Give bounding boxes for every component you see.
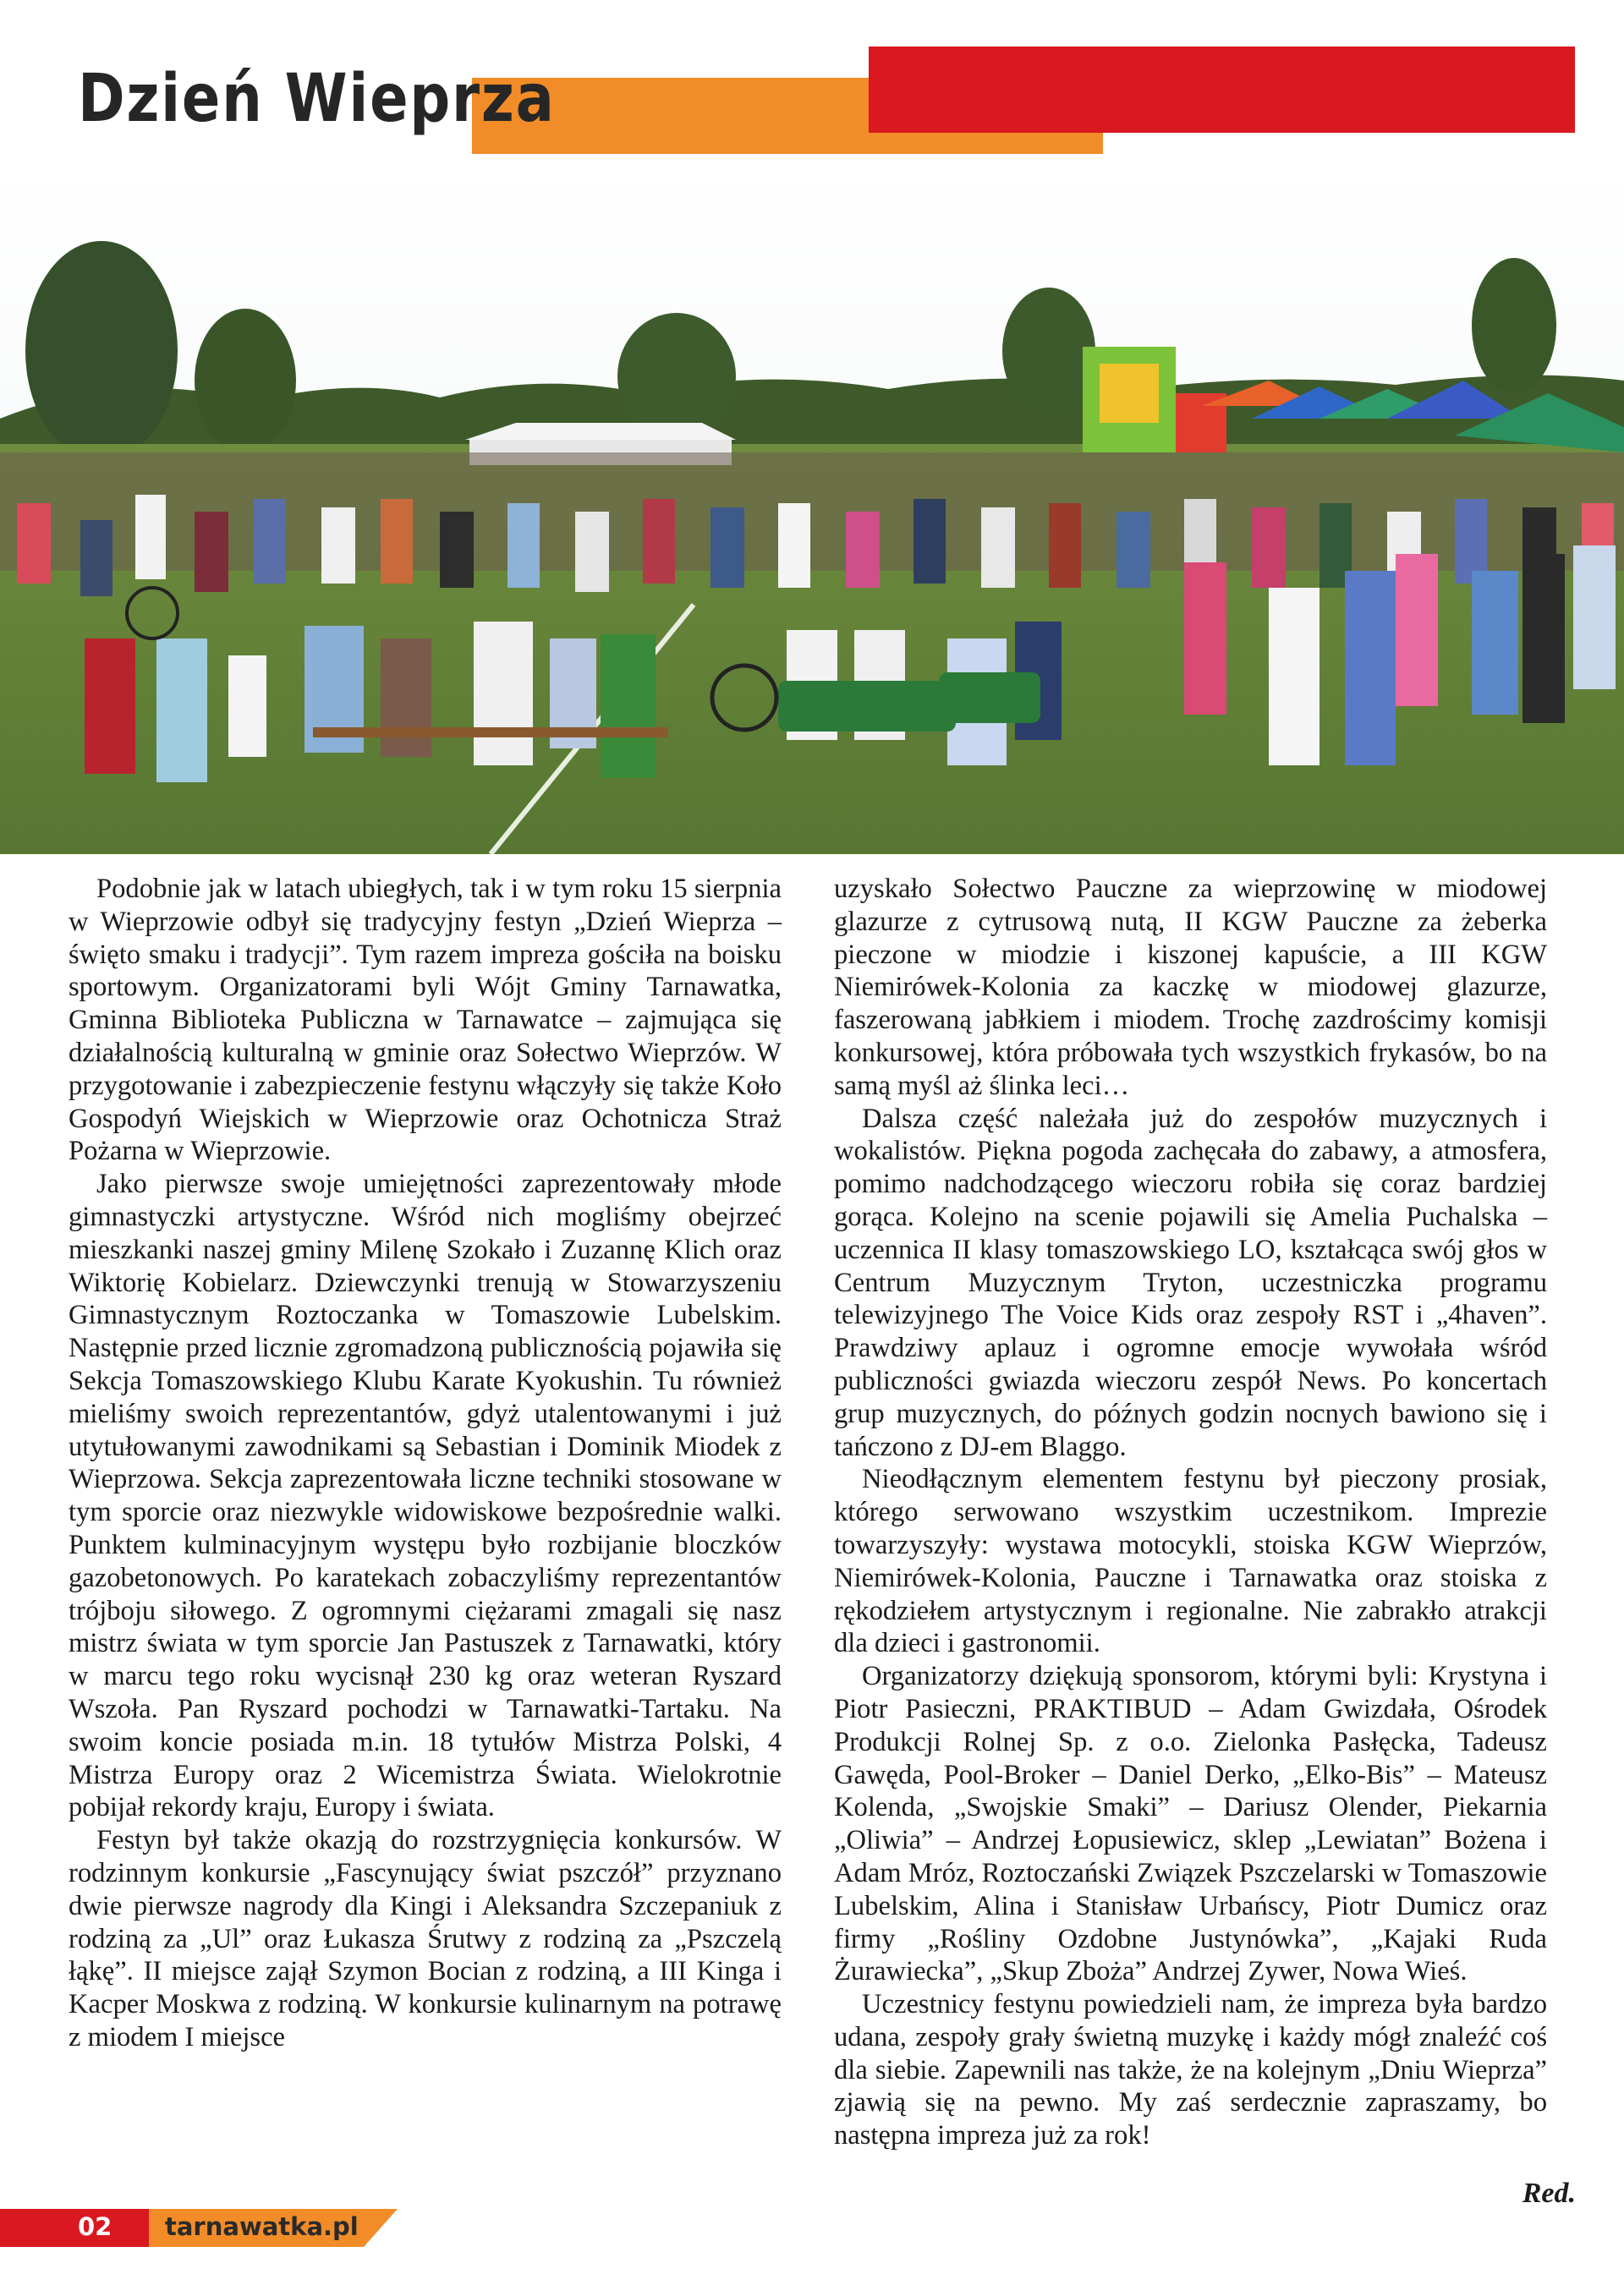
header-red-bar bbox=[869, 47, 1575, 133]
article-paragraph: Podobnie jak w latach ubiegłych, tak i w tym roku 15 sierpnia w Wieprzowie odbył się tradycyjny festyn „Dzień Wieprza – święto smaku i tradycji”. Tym razem impreza gościła na boisku sportowym. Organizatorami byli Wójt Gminy Tarnawatka, Gminna Biblioteka Publiczna w Tarnawatce – zajmująca się działalnością kulturalną w gminie oraz Sołectwo Wieprzów. W przygotowanie i zabezpieczenie festynu włączyły się także Koło Gospodyń Wiejskich w Wieprzowie oraz Ochotnicza Straż Pożarna w Wieprzowie. bbox=[69, 874, 782, 1167]
festival-crowd-photo bbox=[0, 165, 1624, 854]
page-number: 02 bbox=[78, 2212, 112, 2241]
article-left-column bbox=[69, 873, 782, 2054]
article-paragraph: uzyskało Sołectwo Pauczne za wieprzowinę w miodowej glazurze z cytrusową nutą, II KGW Pauczne za żeberka pieczone w miodzie i kiszonej kapuście, a III KGW Niemirówek-Kolonia za kaczkę w miodowej glazurze, faszerowaną jabłkiem i miodem. Trochę zazdrościmy komisji konkursowej, która próbowała tych wszystkich frykasów, bo na samą myśl aż ślinka leci… bbox=[834, 874, 1547, 1101]
article-paragraph: Organizatorzy dziękują sponsorom, którymi byli: Krystyna i Piotr Pasieczni, PRAKTIBUD – Adam Gwizdała, Ośrodek Produkcji Rolnej Sp. z o.o. Zielonka Pasłęcka, Tadeusz Gawęda, Pool-Broker – Daniel Derko, „Elko-Bis” – Mateusz Kolenda, „Swojskie Smaki” – Dariusz Olender, Piekarnia „Oliwia” – Andrzej Łopusiewicz, sklep „Lewiatan” Bożena i Adam Mróz, Roztoczański Związek Pszczelarski w Tomaszowie Lubelskim, Alina i Stanisław Urbańscy, Piotr Dumicz oraz firmy „Rośliny Ozdobne Justynówka”, „Kajaki Ruda Żurawiecka”, „Skup Zboża” Andrzej Zywer, Nowa Wieś. bbox=[834, 1661, 1547, 1987]
page-title: Dzień Wieprza bbox=[78, 61, 556, 137]
article-paragraph: Jako pierwsze swoje umiejętności zaprezentowały młode gimnastyczki artystyczne. Wśród nich mogliśmy obejrzeć mieszkanki naszej gminy Milenę Szokało i Zuzannę Klich oraz Wiktorię Kobielarz. Dziewczynki trenują w Stowarzyszeniu Gimnastycznym Roztoczanka w Tomaszowie Lubelskim. Następnie przed licznie zgromadzoną publicznością pojawiła się Sekcja Tomaszowskiego Klubu Karate Kyokushin. Tu również mieliśmy swoich reprezentantów, gdyż utalentowanymi i już utytułowanymi zawodnikami są Sebastian i Dominik Miodek z Wieprzowa. Sekcja zaprezentowała liczne techniki stosowane w tym sporcie oraz niezwykle widowiskowe bezpośrednie walki. Punktem kulminacyjnym występu było rozbijanie bloczków gazobetonowych. Po karatekach zobaczyliśmy reprezentantów trójboju siłowego. Z ogromnymi ciężarami zmagali się nasz mistrz świata w tym sporcie Jan Pastuszek z Tarnawatki, który w marcu tego roku wycisnął 230 kg oraz weteran Ryszard Wszoła. Pan Ryszard pochodzi w Tarnawatki-Tartaku. Na swoim koncie posiada m.in. 18 tytułów Mistrza Polski, 4 Mistrza Europy oraz 2 Wicemistrza Świata. Wielokrotnie pobijał rekordy kraju, Europy i świata. bbox=[69, 1169, 782, 1823]
article-paragraph: Nieodłącznym elementem festynu był pieczony prosiak, którego serwowano wszystkim uczestnikom. Imprezie towarzyszyły: wystawa motocykli, stoiska KGW Wieprzów, Niemirówek-Kolonia, Pauczne i Tarnawatka oraz stoiska z rękodziełem artystycznym i regionalne. Nie zabrakło atrakcji dla dzieci i gastronomii. bbox=[834, 1464, 1547, 1659]
article-right-column bbox=[834, 873, 1547, 2152]
article-signature: Red. bbox=[1522, 2178, 1576, 2209]
article-paragraph: Uczestnicy festynu powiedzieli nam, że impreza była bardzo udana, zespoły grały świetną muzykę i każdy mógł znaleźć coś dla siebie. Zapewnili nas także, że na kolejnym „Dniu Wieprza” zjawią się na pewno. My zaś serdecznie zapraszamy, bo następna impreza już za rok! bbox=[834, 1989, 1547, 2151]
photo-illustration bbox=[0, 165, 1624, 854]
article-paragraph: Dalsza część należała już do zespołów muzycznych i wokalistów. Piękna pogoda zachęcała do zabawy, a atmosfera, pomimo nadchodzącego wieczoru robiła się coraz bardziej gorąca. Kolejno na scenie pojawili się Amelia Puchalska – uczennica II klasy tomaszowskiego LO, kształcąca swój głos w Centrum Muzycznym Tryton, uczestniczka programu telewizyjnego The Voice Kids oraz zespoły RST i „4haven”. Prawdziwy aplauz i ogromne emocje wywołała wśród publiczności gwiazda wieczoru zespół News. Po koncertach grup muzycznych, do późnych godzin nocnych bawiono się i tańczono z DJ-em Blaggo. bbox=[834, 1103, 1547, 1462]
site-link[interactable]: tarnawatka.pl bbox=[165, 2212, 359, 2241]
article-paragraph: Festyn był także okazją do rozstrzygnięcia konkursów. W rodzinnym konkursie „Fascynujący świat pszczół” przyznano dwie pierwsze nagrody dla Kingi i Aleksandra Szczepaniuk z rodziną za „Ul” oraz Łukasza Śrutwy z rodziną za „Pszczelą łąkę”. II miejsce zajął Szymon Bocian z rodziną, a III Kinga i Kacper Moskwa z rodziną. W konkursie kulinarnym na potrawę z miodem I miejsce bbox=[69, 1825, 782, 2052]
